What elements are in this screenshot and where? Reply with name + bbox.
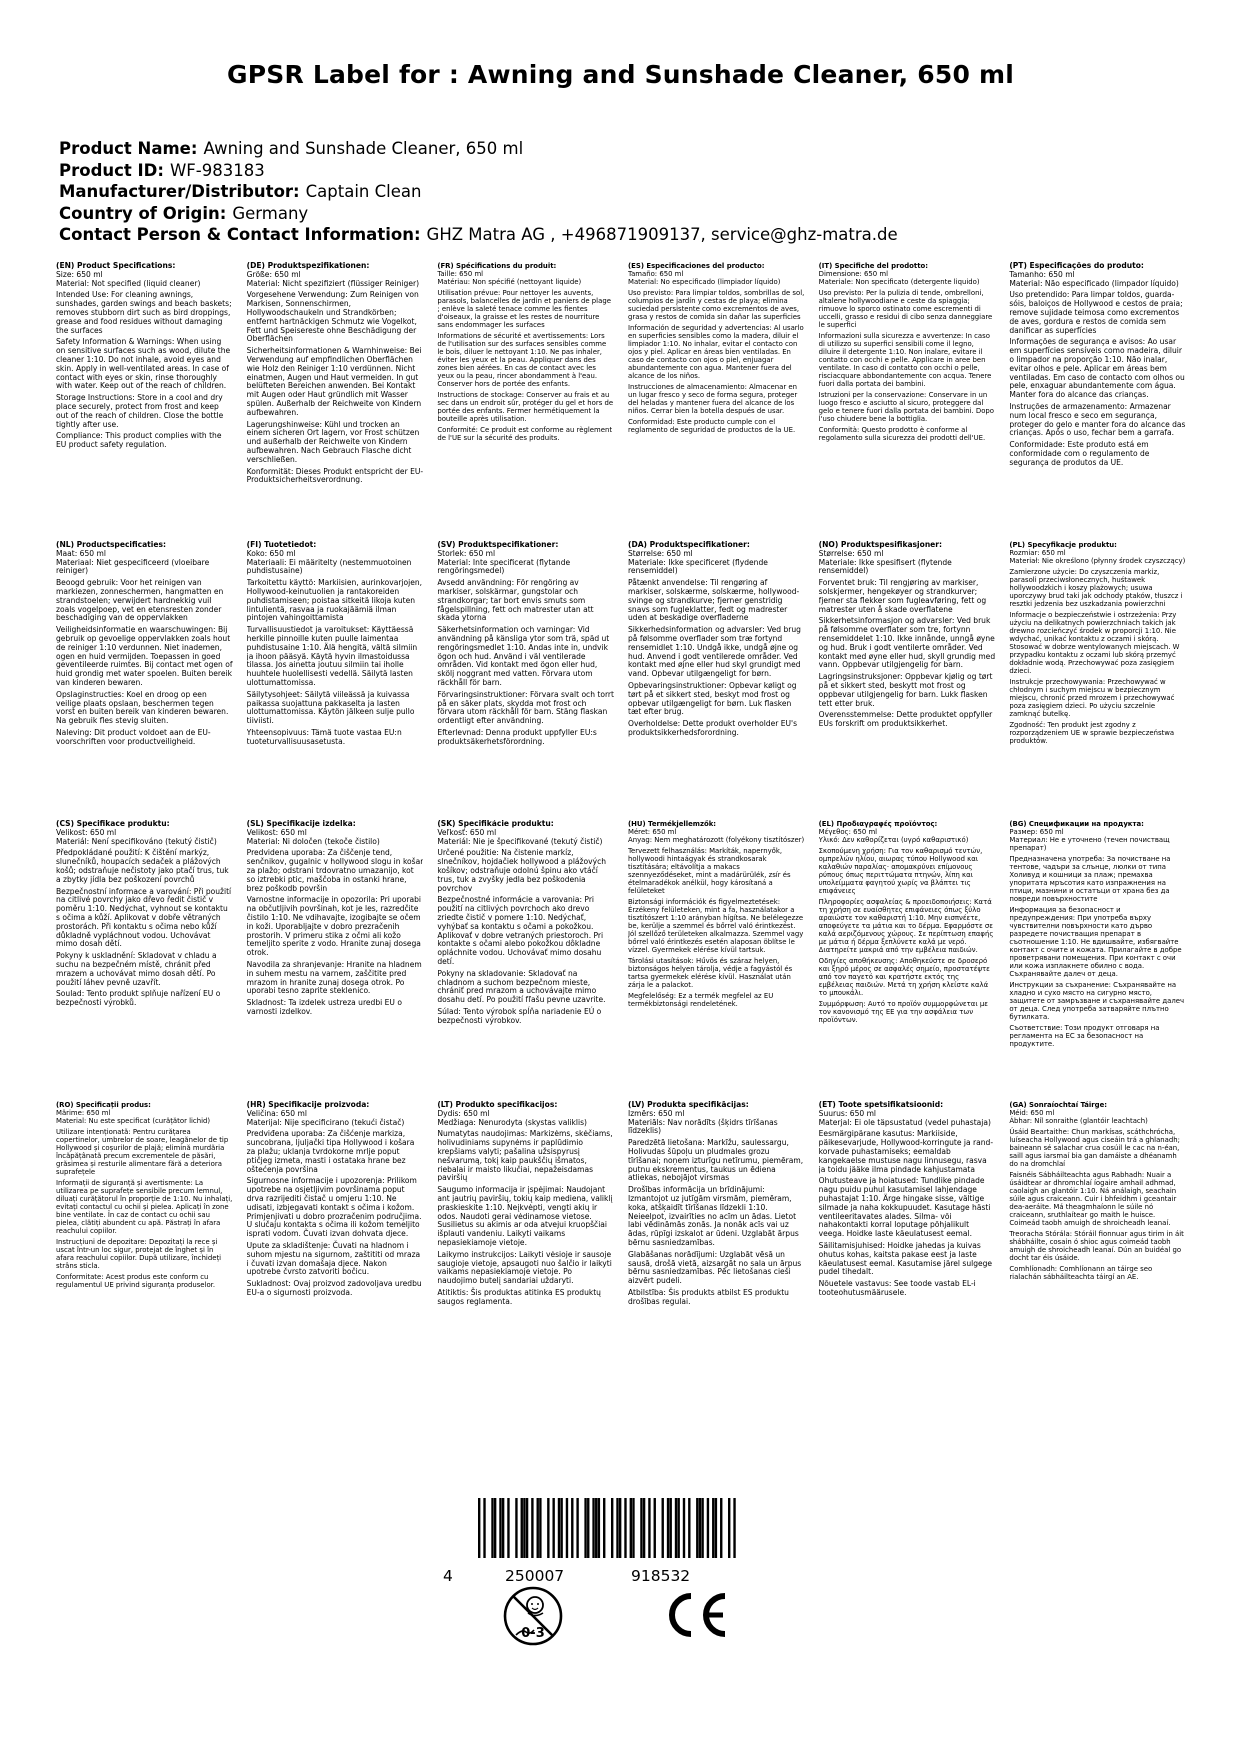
spec-text: Informações de segurança e avisos: Ao usar em superfícies sensíveis como madeira, diluir o limpador na proporção 1:10. Não inalar, evitar olhos e pele. Aplicar em áreas bem ventiladas. Em caso de contacto com olhos ou pele, enxaguar abundantemente com água. Manter fora do alcance das crianças. — [1009, 337, 1185, 400]
barcode-bar — [603, 1498, 605, 1558]
barcode-bar — [547, 1498, 549, 1558]
product-info — [59, 138, 1189, 246]
spec-text: Lagerungshinweise: Kühl und trocken an einem sicheren Ort lagern, vor Frost schützen und außerhalb der Reichweite von Kindern aufbewahren. Nach Gebrauch Flasche dicht verschließen. — [246, 419, 420, 464]
spec-text: Soulad: Tento produkt splňuje nařízení EU o bezpečnosti výrobků. — [56, 989, 221, 1008]
barcode-bar — [537, 1498, 539, 1558]
spec-text: Materiale: Ikke specificeret (flydende rensemiddel) — [628, 557, 768, 576]
barcode-bar — [523, 1498, 525, 1558]
spec-text: Säilytysohjeet: Säilytä viileässä ja kuivassa paikassa suojattuna pakkaselta ja lasten ulottumattomissa. Käytön jälkeen sulje pullo tiiviisti. — [246, 689, 415, 726]
spec-text: Materjal: Ei ole täpsustatud (vedel puhastaja) — [818, 1117, 991, 1127]
spec-text: Safety Information & Warnings: When using on sensitive surfaces such as wood, dilute the cleaner 1:10. Do not inhale, avoid eyes and skin. Apply in well-ventilated areas. In case of contact with eyes or skin, rinse thoroughly with water. Keep out of the reach of children. — [56, 337, 231, 391]
spec-heading: (CS) Specifikace produktu: — [56, 820, 170, 828]
spec-text: Size: 650 ml — [56, 269, 103, 279]
spec-heading: (EN) Product Specifications: — [56, 262, 176, 270]
spec-text: Veličina: 650 ml — [246, 1108, 307, 1118]
spec-text: Súlad: Tento výrobok spĺňa nariadenie EÚ o bezpečnosti výrobkov. — [437, 1006, 602, 1025]
spec-text: Οδηγίες αποθήκευσης: Αποθηκεύστε σε δροσερό και ξηρό μέρος σε ασφαλές σημείο, προστατέψτε από τον παγετό και κρατήστε εκτός της εμβέλειας παιδιών. Μετά τη χρήση κλείστε καλά το μπουκάλι. — [818, 957, 990, 997]
barcode-bar — [707, 1498, 709, 1558]
spec-block — [56, 262, 233, 485]
info-label: Country of Origin: — [59, 203, 227, 223]
info-row — [59, 138, 1189, 160]
spec-heading: (SK) Špecifikácie produktu: — [437, 820, 554, 828]
barcode-bar — [667, 1498, 669, 1558]
spec-text: Размер: 650 ml — [1009, 828, 1064, 836]
barcode-bar — [595, 1498, 597, 1558]
ean-barcode — [478, 1498, 736, 1558]
spec-block — [247, 1101, 424, 1307]
spec-text: Материал: Не е уточнено (течен почистващ препарат) — [1009, 836, 1170, 852]
info-label: Contact Person & Contact Information: — [59, 225, 421, 244]
spec-block — [1009, 1101, 1186, 1307]
spec-text: Taille: 650 ml — [437, 270, 484, 278]
barcode-bar — [662, 1498, 664, 1558]
barcode-bar — [677, 1498, 679, 1558]
spec-text: Nõuetele vastavus: See toode vastab EL-i tooteohutusmäärusele. — [818, 1279, 976, 1297]
spec-text: Uso previsto: Para limpiar toldos, sombrillas de sol, columpios de jardín y cestas de playa; elimina suciedad persistente como excrementos de aves, grasa y restos de comida sin dañar las superficies — [628, 289, 805, 321]
spec-text: Förvaringsinstruktioner: Förvara svalt och torrt på en säker plats, skydda mot frost och förvara utom räckhåll för barn. Stäng flaskan ordentligt efter användning. — [437, 689, 614, 726]
barcode-bar — [683, 1498, 685, 1558]
barcode-bar — [526, 1498, 528, 1558]
barcode-bar — [611, 1498, 613, 1558]
spec-text: Πληροφορίες ασφαλείας & προειδοποιήσεις: Κατά τη χρήση σε ευαίσθητες επιφάνειες όπως ξύλο αραιώστε τον καθαριστή 1:10. Μην εισπνέετε, αποφεύγετε τα μάτια και το δέρμα. Εφαρμόστε σε καλά αεριζόμενους χώρους. Σε περίπτωση επαφής με μάτια ή δέρμα ξεπλύνετε καλά με νερό. Διατηρείτε μακριά από την εμβέλεια παιδιών. — [818, 898, 994, 954]
spec-block — [437, 1101, 614, 1307]
spec-block — [247, 262, 424, 485]
spec-heading: (PT) Especificações do produto: — [1009, 262, 1144, 270]
spec-text: Bezpečnostní informace a varování: Při použití na citlivé povrchy jako dřevo ředit čistič v poměru 1:10. Nedýchat, vyhnout se kontaktu s očima a kůží. Aplikovat v dobře větraných prostorách. Při kontaktu s očima nebo kůží důkladně vypláchnout vodou. Uchovávat mimo dosah dětí. — [56, 886, 232, 949]
spec-text: Numatytas naudojimas: Markizėms, skėčiams, holivudiniams supynėms ir paplūdimio krepšiams valyti; pašalina užsispyrusį nešvarumą, tokį kaip paukščių išmatos, riebalai ir maisto likučiai, nepažeisdamas paviršių — [437, 1129, 613, 1183]
ce-mark-icon — [663, 1590, 729, 1640]
spec-text: Predviđena uporaba: Za čišćenje markiza, suncobrana, ljuljački tipa Hollywood i košara za plažu; uklanja tvrdokorne mrlje poput ptičjeg izmeta, masti i ostataka hrane bez oštećenja površina — [246, 1129, 415, 1174]
spec-text: Uso previsto: Per la pulizia di tende, ombrelloni, altalene hollywoodiane e ceste da spiaggia; rimuove lo sporco ostinato come escrementi di uccelli, grasso e residui di cibo senza danneggiare le superfici — [818, 289, 993, 329]
spec-text: Material: Inte specificerat (flytande rengöringsmedel) — [437, 557, 571, 576]
barcode-bar — [539, 1498, 541, 1558]
spec-text: Ábhar: Níl sonraithe (glantóir leachtach) — [1009, 1117, 1148, 1125]
spec-text: Инструкции за съхранение: Съхранявайте на хладно и сухо място на сигурно място, защитете от замръзване и съхранявайте далеч от деца. След употреба затваряйте плътно бутилката. — [1009, 981, 1185, 1021]
spec-text: Rozmiar: 650 ml — [1009, 549, 1066, 557]
spec-text: Μέγεθος: 650 ml — [818, 828, 878, 836]
spec-text: Instructions de stockage: Conserver au frais et au sec dans un endroit sûr, protéger du gel et hors de portée des enfants. Fermer hermétiquement la bouteille après utilisation. — [437, 391, 614, 423]
spec-text: Naleving: Dit product voldoet aan de EU-voorschriften voor productveiligheid. — [56, 727, 211, 746]
barcode-bar — [699, 1498, 701, 1558]
spec-text: Sigurnosne informacije i upozorenja: Prilikom upotrebe na osjetljivim površinama poput drva razrijediti čistač u omjeru 1:10. Ne udisati, izbjegavati kontakt s očima i kožom. Primjenjivati u dobro prozračenim područjima. U slučaju kontakta s očima ili kožom temeljito isprati vodom. Čuvati izvan dohvata djece. — [246, 1176, 422, 1239]
spec-text: Méret: 650 ml — [628, 828, 677, 836]
spec-row-3 — [56, 820, 1186, 1048]
spec-text: Uso pretendido: Para limpar toldos, guarda-sóis, baloiços de Hollywood e cestos de praia; remove sujidade teimosa como excrementos de aves, gordura e restos de comida sem danificar as superfícies — [1009, 290, 1183, 335]
spec-text: Σκοπούμενη χρήση: Για τον καθαρισμό τεντών, ομπρελών ηλίου, αιωρας τύπου Hollywood και καλαθιών παραλίας· απομακρύνει επίμονους ρύπους όπως περιττώματα πτηνών, λίπη και υπολείμματα φαγητού χωρίς να βλάπτει τις επιφάνειες — [818, 847, 983, 895]
info-row — [59, 181, 1189, 203]
spec-text: Faisnéis Sábháilteachta agus Rabhadh: Nuair a úsáidtear ar dhromchlaí íogaire amhail adhmad, caolaigh an glantóir 1:10. Ná análaigh, seachain súile agus craiceann. Cuir i bhfeidhm i gceantair dea-aeráite. Má theagmhaíonn le súile nó craiceann, sruthlaítear go maith le huisce. Coimeád taobh amuigh de shroicheadh leanaí. — [1009, 1171, 1177, 1227]
spec-heading: (DE) Produktspezifikationen: — [246, 262, 370, 270]
spec-text: Dimensione: 650 ml — [818, 270, 889, 278]
barcode-bar — [648, 1498, 650, 1558]
spec-block — [819, 820, 996, 1048]
spec-block — [1009, 541, 1186, 747]
spec-text: Matériau: Non spécifié (nettoyant liquide) — [437, 278, 582, 286]
spec-text: Sikkerhetsinformasjon og advarsler: Ved bruk på følsomme overflater som tre, fortynn rensemiddelet 1:10. Ikke innånde, unngå øyne og hud. Bruk i godt ventilerte områder. Ved kontakt med øyne eller hud, skyll grundig med vann. Oppbevar utilgjengelig for barn. — [818, 616, 996, 670]
barcode-bar — [654, 1498, 656, 1558]
spec-text: Säkerhetsinformation och varningar: Vid användning på känsliga ytor som trä, späd ut rengöringsmedlet 1:10. Andas inte in, undvik ögon och hud. Använd i väl ventilerade områden. Vid kontakt med ögon eller hud, skölj noggrant med vatten. Förvara utom räckhåll för barn. — [437, 625, 610, 687]
barcode-bar — [558, 1498, 560, 1558]
barcode-bar — [571, 1498, 573, 1558]
info-label: Manufacturer/Distributor: — [59, 182, 300, 201]
spec-text: Varnostne informacije in opozorila: Pri uporabi na občutljivih površinah, kot je les, razredčite čistilo 1:10. Ne vdihavajte, izogibajte se očem in koži. Uporabljajte v dobro prezračenih prostorih. V primeru stika z očmi ali kožo temeljito sperite z vodo. Hranite zunaj dosega otrok. — [246, 895, 421, 958]
barcode-group-2: 918532 — [631, 1567, 691, 1585]
spec-text: Atitiktis: Šis produktas atitinka ES produktų saugos reglamenta. — [437, 1287, 601, 1306]
spec-text: Bezpečnostné informácie a varovania: Pri použití na citlivých povrchoch ako drevo zriedte čistič v pomere 1:10. Nedýchať, vyhýbať sa kontaktu s očami a pokožkou. Aplikovať v dobre vetraných priestoroch. Pri kontakte s očami alebo pokožkou dôkladne opláchnite vodou. Uchovávať mimo dosahu detí. — [437, 895, 604, 966]
spec-text: Úsáid Beartaithe: Chun markísas, scáthchrócha, luíseacha Hollywood agus ciseáin trá a ghlanadh; baineann sé salachar crua cosúil le cac na n-éan, saill agus iarsmaí bia gan damáiste a dhéanamh do na dromchlaí — [1009, 1128, 1180, 1168]
barcode-bar — [507, 1498, 509, 1558]
spec-text: Instrukcje przechowywania: Przechowywać w chłodnym i suchym miejscu w bezpiecznym miejscu, chronić przed mrozem i przechowywać poza zasięgiem dzieci. Po użyciu szczelnie zamknąć butelkę. — [1009, 678, 1175, 718]
barcode-bar — [499, 1498, 501, 1558]
spec-text: Predvidena uporaba: Za čiščenje tend, senčnikov, gugalnic v hollywood slogu in košar za plažo; odstrani trdovratno umazanijo, kot so iztrebki ptic, maščoba in ostanki hrane, brez poškodb površin — [246, 848, 424, 893]
spec-row-1 — [56, 262, 1186, 485]
spec-text: Skladnost: Ta izdelek ustreza uredbi EU o varnosti izdelkov. — [246, 998, 402, 1016]
spec-block — [628, 1101, 805, 1307]
spec-heading: (SV) Produktspecifikationer: — [437, 541, 559, 549]
spec-text: Compliance: This product complies with the EU product safety regulation. — [56, 431, 222, 450]
info-value: GHZ Matra AG , +496871909137, service@ghz-matra.de — [426, 225, 898, 244]
spec-text: Utilisation prévue: Pour nettoyer les auvents, parasols, balancelles de jardin et paniers de plage ; enlève la saleté tenace comme les fientes d'oiseaux, la graisse et les restes de nourriture sans endommager les surfaces — [437, 289, 611, 329]
spec-text: Materijal: Nije specificirano (tekući čistač) — [246, 1117, 405, 1127]
barcode-bar — [598, 1498, 600, 1558]
spec-heading: (LT) Produkto specifikacijos: — [437, 1101, 558, 1109]
barcode-first-digit: 4 — [443, 1567, 453, 1585]
spec-text: Instruções de armazenamento: Armazenar num local fresco e seco em segurança, proteger do gelo e manter fora do alcance das crianças. Após o uso, fechar bem a garrafa. — [1009, 401, 1186, 438]
spec-text: Maat: 650 ml — [56, 548, 106, 558]
spec-text: Suurus: 650 ml — [818, 1108, 877, 1118]
spec-row-4 — [56, 1101, 1186, 1307]
barcode-bar — [619, 1498, 621, 1558]
barcode-bar — [624, 1498, 626, 1558]
spec-text: Veľkosť: 650 ml — [437, 827, 497, 837]
spec-heading: (BG) Спецификации на продукта: — [1009, 820, 1144, 828]
info-row — [59, 203, 1189, 225]
barcode-bar — [616, 1498, 618, 1558]
barcode-bar — [715, 1498, 717, 1558]
barcode-bar — [478, 1498, 480, 1558]
barcode-bar — [494, 1498, 496, 1558]
spec-text: Ohutusteave ja hoiatused: Tundlike pindade nagu puidu puhul kasutamisel lahjendage puhastajat 1:10. Ärge hingake sisse, vältige silmade ja naha kokkupuudet. Kasutage hästi ventileeritavates alades. Silma- või nahakontakti korral loputage põhjalikult veega. Hoidke laste käeulatusest eemal. — [818, 1176, 991, 1239]
spec-text: Materiál: Nie je špecifikované (tekutý čistič) — [437, 836, 603, 846]
spec-text: Tamanho: 650 ml — [1009, 269, 1075, 279]
spec-text: Avsedd användning: För rengöring av markiser, solskärmar, gungstolar och strandkorgar; tar bort envis smuts som fågelspillning, fett och matrester utan att skada ytorna — [437, 578, 594, 623]
barcode-bar — [552, 1498, 554, 1558]
barcode-bar — [587, 1498, 589, 1558]
spec-block — [56, 820, 233, 1048]
spec-text: Conformità: Questo prodotto è conforme al regolamento sulla sicurezza dei prodotti dell'UE. — [818, 426, 986, 442]
spec-text: Säilitamisjuhised: Hoidke jahedas ja kuivas ohutus kohas, kaitsta pakase eest ja laste käeulatusest eemal. Kasutamise järel sulgege pudel tihedalt. — [818, 1240, 993, 1277]
spec-text: Předpokládané použití: K čištění markýz, slunečníků, houpacích sedaček a plážových košů; odstraňuje nečistoty jako ptačí trus, tuk a zbytky jídla bez poškození povrchů — [56, 848, 229, 884]
spec-text: Tamaño: 650 ml — [628, 270, 684, 278]
spec-text: Zamierzone użycie: Do czyszczenia markiz, parasoli przeciwsłonecznych, huśtawek hollywoodzkich i koszy plażowych; usuwa uporczywy brud taki jak odchody ptaków, tłuszcz i resztki jedzenia bez uszkadzania powierzchni — [1009, 568, 1183, 608]
spec-heading: (HR) Specifikacije proizvoda: — [246, 1101, 370, 1109]
spec-text: Informații de siguranță și avertismente: La utilizarea pe suprafețe sensibile precum lemnul, diluați curățătorul în proporție de 1:10. Nu inhalați, evitați contactul cu ochii și pielea. Aplicați în zone bine ventilate. În caz de contact cu ochii sau pielea, clătiți abundent cu apă. Păstrați în afara reachului copiilor. — [56, 1179, 233, 1235]
spec-heading: (LV) Produkta specifikācijas: — [628, 1101, 749, 1109]
spec-text: Konformität: Dieses Produkt entspricht der EU-Produktsicherheitsverordnung. — [246, 466, 424, 485]
spec-text: Съответствие: Този продукт отговаря на регламента на ЕС за безопасност на продуктите. — [1009, 1024, 1160, 1048]
info-label: Product Name: — [59, 139, 198, 158]
spec-text: Upute za skladištenje: Čuvati na hladnom i suhom mjestu na sigurnom, zaštititi od mraza i čuvati izvan domašaja djece. Nakon upotrebe čvrsto zatvoriti bočicu. — [246, 1240, 421, 1277]
barcode-bar — [701, 1498, 703, 1558]
spec-text: Material: Not specified (liquid cleaner) — [56, 278, 201, 288]
spec-text: Tárolási utasítások: Hűvös és száraz helyen, biztonságos helyen tárolja, védje a fagyástól és tartsa gyermekek elérése kívül. Használat után zárja le a palackot. — [628, 957, 793, 989]
spec-text: Méid: 650 ml — [1009, 1109, 1055, 1117]
spec-heading: (FI) Tuotetiedot: — [246, 541, 317, 549]
spec-text: Megfelelőség: Ez a termék megfelel az EU termékbiztonsági rendeletének. — [628, 992, 774, 1008]
spec-text: Предназначена употреба: За почистване на тентове, чадъри за слънце, люлки от типа Холивуд и кошници за плаж; премахва упоритата мръсотия като изпражнения на птици, мазнини и остатъци от храна без да повреди повърхностите — [1009, 855, 1171, 903]
spec-text: Materiale: Ikke spesifisert (flytende rensemiddel) — [818, 557, 952, 576]
barcode-bar — [592, 1498, 594, 1558]
spec-text: Material: Nu este specificat (curățător lichid) — [56, 1117, 211, 1125]
spec-text: Navodila za shranjevanje: Hranite na hladnem in suhem mestu na varnem, zaščitite pred mrazom in hranite zunaj dosega otrok. Po uporabi tesno zaprite steklenico. — [246, 959, 422, 996]
spec-text: Yhteensopivuus: Tämä tuote vastaa EU:n tuoteturvallisuusasetusta. — [246, 727, 402, 746]
spec-heading: (GA) Sonraíochtaí Táirge: — [1009, 1101, 1108, 1109]
spec-text: Informazioni sulla sicurezza e avvertenze: In caso di utilizzo su superfici sensibili come il legno, diluire il detergente 1:10. Non inalare, evitare il contatto con occhi e pelle. Applicare in aree ben ventilate. In caso di contatto con occhi o pelle, risciacquare abbondantemente con acqua. Tenere fuori dalla portata dei bambini. — [818, 332, 992, 388]
info-row — [59, 160, 1189, 182]
spec-heading: (RO) Specificații produs: — [56, 1101, 151, 1109]
spec-block — [819, 541, 996, 747]
spec-text: Treoracha Stórála: Stóráil fionnuar agus tirim in áit shábháilte, cosain ó shioc agus coimeád taobh amuigh de shroicheadh leanaí. Dún an buidéal go docht tar éis úsáide. — [1009, 1230, 1184, 1262]
barcode-bar — [491, 1498, 493, 1558]
spec-text: Istruzioni per la conservazione: Conservare in un luogo fresco e asciutto al sicuro, proteggere dal gelo e tenere fuori dalla portata dei bambini. Dopo l'uso chiudere bene la bottiglia. — [818, 391, 995, 423]
spec-text: Størrelse: 650 ml — [628, 548, 693, 558]
spec-text: Pokyny k uskladnění: Skladovat v chladu a suchu na bezpečném místě, chránit před mrazem a uchovávat mimo dosah dětí. Po použití láhev pevně uzavřít. — [56, 951, 217, 987]
info-value: Captain Clean — [305, 182, 422, 201]
spec-block — [1009, 820, 1186, 1048]
barcode-bar — [576, 1498, 578, 1558]
spec-text: Påtænkt anvendelse: Til rengøring af markiser, solskærme, solskærme, hollywood-svinge og strandkurve; fjerner genstridig snavs som fugleklatter, fedt og madrester uden at beskadige overfladerne — [628, 578, 800, 623]
spec-text: Sicherheitsinformationen & Warnhinweise: Bei Verwendung auf empfindlichen Oberflächen wie Holz den Reiniger 1:10 verdünnen. Nicht einatmen, Augen und Haut vermeiden. In gut belüfteten Bereichen anwenden. Bei Kontakt mit Augen oder Haut gründlich mit Wasser spülen. Außerhalb der Reichweite von Kindern aufbewahren. — [246, 346, 422, 417]
spec-text: Materiał: Nie określono (płynny środek czyszczący) — [1009, 557, 1186, 565]
barcode-bar — [521, 1498, 523, 1558]
spec-text: Opslaginstructies: Koel en droog op een veilige plaats opslaan, beschermen tegen vorst en buiten bereik van kinderen bewaren. Na gebruik fles stevig sluiten. — [56, 689, 229, 726]
spec-block — [1009, 262, 1186, 485]
spec-text: Atbilstība: Šis produkts atbilst ES produktu drošības regulai. — [628, 1287, 789, 1306]
spec-text: Forventet bruk: Til rengjøring av markiser, solskjermer, hengekøyer og strandkurver; fjerner sta flekker som fugleavføring, fett og matrester uten å skade overflatene — [818, 578, 987, 614]
page-title: GPSR Label for : Awning and Sunshade Cleaner, 650 ml — [227, 60, 1014, 89]
spec-text: Tarkoitettu käyttö: Markiisien, aurinkovarjojen, Hollywood-keinutuolien ja rantakoreiden puhdistamiseen; poistaa sitkeitä likoja kuten lintulientä, rasvaa ja ruokajäämiä ilman pintojen vahingoittamista — [246, 578, 423, 623]
spec-row-2 — [56, 541, 1186, 747]
info-label: Product ID: — [59, 160, 164, 180]
info-value: WF-983183 — [169, 160, 265, 180]
info-value: Awning and Sunshade Cleaner, 650 ml — [203, 139, 524, 158]
spec-block — [437, 820, 614, 1048]
spec-text: Materiál: Není specifikováno (tekutý čistič) — [56, 836, 217, 846]
spec-text: Určené použitie: Na čistenie markíz, slnečníkov, hojdačiek hollywood a plážových košíkov; odstraňuje odolnú špinu ako vtáčí trus, tuk a zvyšky jedla bez poškodenia povrchov — [437, 848, 607, 893]
age-0-3-warning-icon — [502, 1585, 564, 1647]
spec-block — [56, 541, 233, 747]
spec-text: Material: No especificado (limpiador líquido) — [628, 278, 781, 286]
spec-heading: (DA) Produktspecifikationer: — [628, 541, 750, 549]
spec-text: Mărime: 650 ml — [56, 1109, 111, 1117]
barcode-bar — [632, 1498, 634, 1558]
spec-text: Sukladnost: Ovaj proizvod zadovoljava uredbu EU-a o sigurnosti proizvoda. — [246, 1279, 422, 1297]
spec-text: Zgodność: Ten produkt jest zgodny z rozporządzeniem UE w sprawie bezpieczeństwa produktów. — [1009, 721, 1175, 745]
spec-text: Lagringsinstruksjoner: Oppbevar kjølig og tørt på et sikkert sted, beskytt mot frost og oppbevar utilgjengelig for barn. Lukk flasken tett etter bruk. — [818, 672, 993, 708]
barcode-bar — [688, 1498, 690, 1558]
spec-text: Sikkerhedsinformation og advarsler: Ved brug på følsomme overflader som træ fortynd rensemidlet 1:10. Undgå ikke, undgå øjne og hud. Anvend i godt ventilerede områder. Ved kontakt med øjne eller hud skyl grundigt med vand. Opbevar utilgængeligt for børn. — [628, 625, 801, 679]
spec-block — [437, 262, 614, 485]
spec-block — [437, 541, 614, 747]
spec-heading: (HU) Termékjellemzők: — [628, 820, 717, 828]
spec-text: Velikost: 650 ml — [56, 827, 117, 837]
spec-text: Drošības informācija un brīdinājumi: Izmantojot uz jutīgām virsmām, piemēram, koka, atšķaidīt tīrīšanas līdzekli 1:10. Neieelpot, izvairīties no acīm un ādas. Lietot labi vēdināmās zonās. Ja nonāk acīs vai uz ādas, rūpīgi izskalot ar ūdeni. Uzglabāt ārpus bērnu sasniedzamības. — [628, 1185, 799, 1247]
spec-text: Intended Use: For cleaning awnings, sunshades, garden swings and beach baskets; removes stubborn dirt such as bird droppings, grease and food residues without damaging the surfaces — [56, 290, 232, 335]
spec-text: Material: Não especificado (limpador líquido) — [1009, 278, 1179, 288]
spec-text: Overholdelse: Dette produkt overholder EU's produktsikkerhedsforordning. — [628, 719, 798, 737]
spec-text: Turvallisuustiedot ja varoitukset: Käyttäessä herkille pinnoille kuten puulle laimentaa puhdistusaine 1:10. Älä hengitä, vältä silmiin ja ihoon pääsyä. Käytä hyvin ilmastoidussa tilassa. Jos ainetta joutuu silmiin tai iholle huuhtele huolellisesti vedellä. Säilytä lasten ulottumattomissa. — [246, 625, 418, 687]
spec-text: Izmērs: 650 ml — [628, 1108, 685, 1118]
spec-text: Koko: 650 ml — [246, 548, 296, 558]
spec-text: Overensstemmelse: Dette produktet oppfyller EUs forskrift om produktsikkerhet. — [818, 710, 993, 729]
barcode-group-1: 250007 — [505, 1567, 565, 1585]
spec-text: Utilizare intenționată: Pentru curățarea copertinelor, umbrelor de soare, leagănelor de tip Hollywood și coșurilor de plajă; elimină murdăria încăpățânată precum excrementele de păsări, grăsimea și resturile alimentare fără a deteriora suprafețele — [56, 1128, 229, 1176]
spec-text: Material: Ni določen (tekoče čistilo) — [246, 836, 380, 846]
spec-heading: (NL) Productspecificaties: — [56, 541, 167, 549]
barcode-bar — [531, 1498, 533, 1558]
spec-text: Opbevaringsinstruktioner: Opbevar køligt og tørt på et sikkert sted, beskyt mod frost og opbevar utilgængeligt for børn. Luk flasken tæt efter brug. — [628, 680, 797, 717]
spec-text: Tervezett felhasználás: Markíták, napernyők, hollywoodi hintaágyak és strandkosarak tisztítására; eltávolítja a makacs szennyeződéseket, mint a madárürülék, zsír és ételmaradékok anélkül, hogy károsítaná a felületeket — [628, 847, 791, 895]
spec-text: Materiaali: Ei määritelty (nestemmuotoinen puhdistusaine) — [246, 557, 412, 576]
spec-text: Información de seguridad y advertencias: Al usarlo en superficies sensibles como la madera, diluir el limpiador 1:10. No inhalar, evitar el contacto con ojos y piel. Aplicar en áreas bien ventiladas. En caso de contacto con ojos o piel, enjuagar abundantemente con agua. Mantener fuera del alcance de los niños. — [628, 324, 804, 380]
spec-text: Vorgesehene Verwendung: Zum Reinigen von Markisen, Sonnenschirmen, Hollywoodschaukeln und Strandkörben; entfernt hartnäckigen Schmutz wie Vogelkot, Fett und Speisereste ohne Beschädigung der Oberflächen — [246, 290, 419, 344]
spec-block — [819, 1101, 996, 1307]
spec-heading: (FR) Spécifications du produit: — [437, 262, 557, 270]
spec-text: Beoogd gebruik: Voor het reinigen van markiezen, zonneschermen, hangmatten en strandstoelen; verwijdert hardnekkig vuil zoals vogelpoep, vet en etensresten zonder beschadiging van de oppervlakken — [56, 578, 224, 623]
spec-text: Størrelse: 650 ml — [818, 548, 884, 558]
spec-block — [247, 820, 424, 1048]
spec-text: Medžiaga: Nenurodyta (skystas valiklis) — [437, 1117, 587, 1127]
spec-text: Pokyny na skladovanie: Skladovať na chladnom a suchom bezpečnom mieste, chrániť pred mrazom a uchovávajte mimo dosahu detí. Po použití fľašu pevne uzavrite. — [437, 968, 606, 1005]
info-row — [59, 224, 1189, 246]
spec-text: Instrucciones de almacenamiento: Almacenar en un lugar fresco y seco de forma segura, proteger del heladas y mantener fuera del alcance de los niños. Cerrar bien la botella después de usar. — [628, 383, 798, 415]
barcode-bar — [630, 1498, 632, 1558]
barcode-bar — [733, 1498, 735, 1558]
spec-heading: (NO) Produktspesifikasjoner: — [818, 541, 943, 549]
barcode-bar — [584, 1498, 586, 1558]
spec-text: Laikymo instrukcijos: Laikyti vėsioje ir sausoje saugioje vietoje, apsaugoti nuo šalčio ir laikyti vaikams nepasiekiamoje vietoje. Po naudojimo butelį sandariai uždaryti. — [437, 1249, 612, 1286]
spec-heading: (IT) Specifiche del prodotto: — [818, 262, 928, 270]
spec-heading: (ET) Toote spetsifikatsioonid: — [818, 1101, 944, 1109]
spec-heading: (EL) Προδιαγραφές προϊόντος: — [818, 820, 938, 828]
spec-text: Conformité: Ce produit est conforme au règlement de l'UE sur la sécurité des produits. — [437, 426, 613, 442]
spec-text: Storage Instructions: Store in a cool and dry place securely, protect from frost and keep out of the reach of children. Close the bottle tightly after use. — [56, 393, 224, 429]
spec-text: Biztonsági információk és figyelmeztetések: Érzékeny felületeken, mint a fa, használatakor a tisztítószert 1:10 arányban hígítsa. Ne belélegezze be, kerülje a szemmel és bőrrel való érintkezést. Jól szellőző területeken alkalmazza. Szemmel vagy bőrrel való érintkezés esetén alaposan öblítse le vízzel. Gyermekek elérése kívül tartsuk. — [628, 898, 804, 954]
spec-block — [819, 262, 996, 485]
spec-text: Materiāls: Nav norādīts (šķidrs tīrīšanas līdzeklis) — [628, 1117, 778, 1136]
spec-text: Paredzētā lietošana: Markīžu, saulessargu, Holivudas šūpoļu un pludmales grozu tīrīšanai; noņem izturīgu netīrumu, piemēram, putnu ekskrementus, taukus un ēdiena atliekas, nebojājot virsmas — [628, 1138, 804, 1183]
spec-text: Conformidad: Este producto cumple con el reglamento de seguridad de productos de la UE. — [628, 418, 796, 434]
spec-text: Comhlíonadh: Comhlíonann an táirge seo rialachán sábháilteachta táirgí an AE. — [1009, 1265, 1153, 1281]
barcode-bar — [643, 1498, 645, 1558]
info-value: Germany — [232, 203, 309, 223]
spec-block — [628, 262, 805, 485]
barcode-bar — [640, 1498, 642, 1558]
spec-block — [247, 541, 424, 747]
spec-text: Informacje o bezpieczeństwie i ostrzeżenia: Przy użyciu na delikatnych powierzchniach takich jak drewno rozcieńczyć środek w proporcji 1:10. Nie wdychać, unikać kontaktu z oczami i skórą. Stosować w dobrze wentylowanych miejscach. W przypadku kontaktu z oczami lub skórą przemyć dokładnie wodą. Przechowywać poza zasięgiem dzieci. — [1009, 611, 1180, 675]
spec-text: Glabāšanas norādījumi: Uzglabāt vēsā un sausā, drošā vietā, aizsargāt no sala un ārpus bērnu sasniedzamības. Pēc lietošanas cieši aizvērt pudeli. — [628, 1249, 802, 1286]
spec-text: Υλικό: Δεν καθορίζεται (υγρό καθαριστικό) — [818, 836, 969, 844]
spec-text: Conformidade: Este produto está em conformidade com o regulamento de segurança de produtos da UE. — [1009, 440, 1150, 467]
spec-text: Anyag: Nem meghatározott (folyékony tisztítószer) — [628, 836, 805, 844]
spec-text: Saugumo informacija ir įspėjimai: Naudojant ant jautrių paviršių, tokių kaip mediena, valiklį praskieskite 1:10. Neįkvėpti, vengti akių ir odos. Naudoti gerai vėdinamose vietose. Susilietus su akimis ar oda atvejui kruopščiai išplauti vandeniu. Laikyti vaikams nepasiekiamoje vietoje. — [437, 1185, 613, 1247]
spec-text: Информация за безопасност и предупреждения: При употреба върху чувствителни повърхности като дърво разредете почистващия препарат в съотношение 1:10. Не вдишвайте, избягвайте контакт с очите и кожата. Прилагайте в добре проветрявани помещения. При контакт с очи или кожа изплакнете обилно с вода. Съхранявайте далеч от деца. — [1009, 906, 1182, 978]
spec-text: Eesmärgipärane kasutus: Markiiside, päikesevarjude, Hollywood-korringute ja rand-korvade puhastamiseks; eemaldab kangekaelse mustuse nagu linnusegu, rasva ja toidu jääke ilma pindade kahjustamata — [818, 1129, 994, 1174]
spec-heading: (ES) Especificaciones del producto: — [628, 262, 765, 270]
spec-block — [628, 820, 805, 1048]
spec-heading: (PL) Specyfikacje produktu: — [1009, 541, 1117, 549]
barcode-bar — [712, 1498, 714, 1558]
spec-text: Storlek: 650 ml — [437, 548, 496, 558]
barcode-bar — [502, 1498, 504, 1558]
svg-text:0-3: 0-3 — [521, 1626, 545, 1641]
barcode-bar — [675, 1498, 677, 1558]
spec-text: Instrucțiuni de depozitare: Depozitați la rece și uscat într-un loc sigur, protejat de înghet și în afara reachului copiilor. După utilizare, închideți strâns sticla. — [56, 1238, 222, 1270]
spec-text: Velikost: 650 ml — [246, 827, 307, 837]
spec-text: Größe: 650 ml — [246, 269, 301, 279]
barcode-bar — [566, 1498, 568, 1558]
barcode-bar — [560, 1498, 562, 1558]
barcode-bar — [728, 1498, 730, 1558]
spec-heading: (SL) Specifikacije izdelka: — [246, 820, 356, 828]
barcode-bar — [483, 1498, 485, 1558]
spec-text: Veiligheidsinformatie en waarschuwingen: Bij gebruik op gevoelige oppervlakken zoals hout de reiniger 1:10 verdunnen. Niet inademen, ogen en huid vermijden. Toepassen in goed geventileerde ruimtes. Bij contact met ogen of huid grondig met water spoelen. Buiten bereik van kinderen bewaren. — [56, 625, 233, 687]
barcode-bar — [515, 1498, 517, 1558]
spec-text: Συμμόρφωση: Αυτό το προϊόν συμμορφώνεται με τον κανονισμό της ΕΕ για την ασφάλεια των προϊόντων. — [818, 1000, 988, 1024]
spec-text: Materiale: Non specificato (detergente liquido) — [818, 278, 980, 286]
spec-text: Material: Nicht spezifiziert (flüssiger Reiniger) — [246, 278, 420, 288]
spec-text: Conformitate: Acest produs este conform cu regulamentul UE privind siguranța produselor. — [56, 1273, 216, 1289]
spec-text: Materiaal: Niet gespecificeerd (vloeibare reiniger) — [56, 557, 210, 576]
spec-text: Informations de sécurité et avertissements: Lors de l'utilisation sur des surfaces sensibles comme le bois, diluer le nettoyant 1:10. Ne pas inhaler, éviter les yeux et la peau. Appliquer dans des zones bien aérées. En cas de contact avec les yeux ou la peau, rincer abondamment à l'eau. Conserver hors de portée des enfants. — [437, 332, 607, 388]
barcode-bar — [720, 1498, 722, 1558]
spec-block — [628, 541, 805, 747]
barcode-bar — [696, 1498, 698, 1558]
spec-text: Dydis: 650 ml — [437, 1108, 490, 1118]
spec-text: Efterlevnad: Denna produkt uppfyller EU:s produktsäkerhetsförordning. — [437, 727, 597, 746]
spec-block — [56, 1101, 233, 1307]
barcode-bar — [670, 1498, 672, 1558]
